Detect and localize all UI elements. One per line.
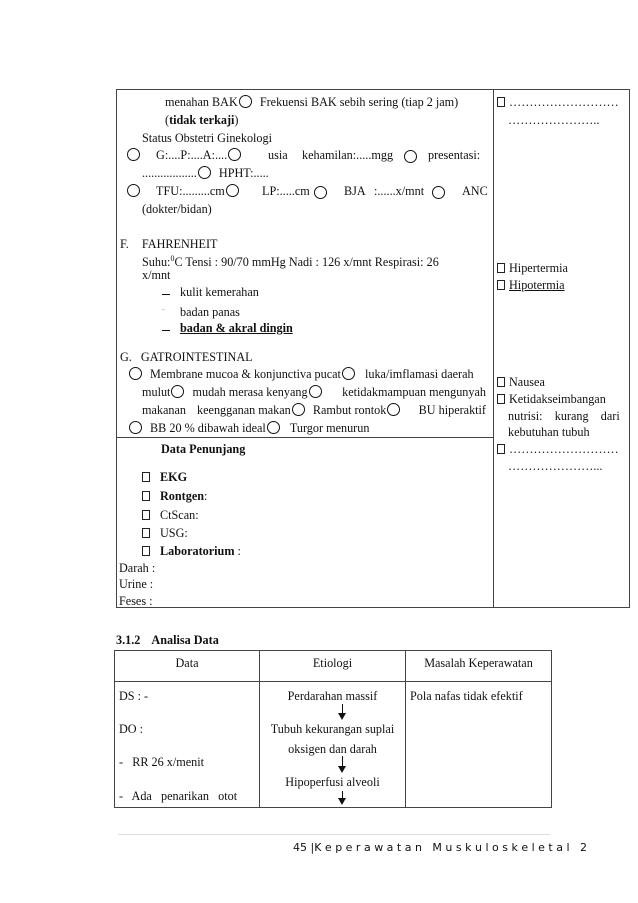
top-table-col-divider <box>493 89 494 608</box>
menahan-bak-text: menahan BAK <box>165 95 238 109</box>
analisa-divider-2 <box>405 650 406 808</box>
gpa-radio[interactable] <box>127 148 140 161</box>
masalah-text: Pola nafas tidak efektif <box>410 689 523 703</box>
do-text: DO : <box>119 722 144 736</box>
gastro-line2: mulut mudah merasa kenyang ketidakmampuan mengunyah <box>142 385 486 399</box>
bb-radio[interactable] <box>129 421 142 434</box>
footer-sep: | <box>310 841 315 854</box>
anc-text: ANC <box>462 184 488 198</box>
obstetri-title: Status Obstetri Ginekologi <box>142 131 272 145</box>
ctscan-item: CtScan: <box>142 508 199 522</box>
frekuensi-bak-text: Frekuensi BAK sebih sering (tiap 2 jam) <box>259 95 459 109</box>
kehamilan-text: kehamilan:.....mgg <box>302 148 394 162</box>
arrow-down-icon <box>342 791 343 799</box>
kulit-kemerahan-item: kulit kemerahan <box>162 285 259 299</box>
ideal-radio[interactable] <box>267 421 280 434</box>
xmnt-text: :......x/mnt <box>374 184 425 198</box>
ketidak-item: Ketidakseimbangan <box>497 392 606 406</box>
etiologi-1: Perdarahan massif <box>287 689 378 703</box>
darah-label: Darah : <box>119 561 156 575</box>
tidak-terkaji: (tidak terkaji) <box>165 113 239 127</box>
lab-item: Laboratorium : <box>142 544 241 558</box>
header-data: Data <box>175 656 199 670</box>
right-dots-1: ……………………… <box>497 95 619 109</box>
hpht-text: HPHT:..... <box>218 166 269 180</box>
ds-text: DS : - <box>119 689 149 703</box>
gpa-text: G:....P:....A:.... <box>156 148 228 162</box>
section-title: Analisa Data <box>151 633 219 647</box>
dots-line-text: .................. <box>142 166 197 180</box>
tfu-radio[interactable] <box>127 184 140 197</box>
dots3-checkbox[interactable] <box>497 444 505 454</box>
badan-akral-dash[interactable] <box>162 330 170 331</box>
arrow-down-icon <box>342 756 343 767</box>
membrane-radio[interactable] <box>129 367 142 380</box>
top-table-left-border <box>116 89 117 608</box>
analisa-top-border <box>114 650 552 651</box>
hipotermia-item: Hipotermia <box>497 278 565 292</box>
page-number: 45 <box>293 841 307 854</box>
nutrisi-text: nutrisi: kurang dari <box>508 409 620 423</box>
badan-panas-marker[interactable]: - <box>162 305 165 314</box>
usia-text: usia <box>268 148 288 162</box>
ctscan-checkbox[interactable] <box>142 510 150 520</box>
dokter-bidan: (dokter/bidan) <box>142 202 212 216</box>
feses-label: Feses : <box>119 594 153 608</box>
top-table-right-border <box>629 89 630 608</box>
gpa-end-radio[interactable] <box>228 148 241 161</box>
urine-label: Urine : <box>119 577 154 591</box>
badan-panas-item: - badan panas <box>162 305 240 319</box>
analisa-right-border <box>551 650 552 808</box>
data-penunjang-title: Data Penunjang <box>161 442 246 456</box>
lp-radio[interactable] <box>314 186 327 199</box>
footer-title: K e p e r a w a t a n M u s k u l o s k e l e t a l 2 <box>314 841 587 854</box>
etiologi-4: Hipoperfusi alveoli <box>285 775 380 789</box>
dots1-checkbox[interactable] <box>497 97 505 107</box>
kenyang-radio[interactable] <box>309 385 322 398</box>
nausea-item: Nausea <box>497 375 545 389</box>
gastro-line4: BB 20 % dibawah ideal Turgor menurun <box>128 421 369 435</box>
right-dots-4: …………………... <box>508 459 603 473</box>
rontgen-checkbox[interactable] <box>142 491 150 501</box>
hipertermia-checkbox[interactable] <box>497 263 505 273</box>
tfu-end-radio[interactable] <box>226 184 239 197</box>
section-heading <box>116 633 219 647</box>
f-title: FAHRENHEIT <box>141 237 218 251</box>
rontok-radio[interactable] <box>387 403 400 416</box>
keengganan-radio[interactable] <box>292 403 305 416</box>
tfu-line <box>126 184 488 198</box>
nausea-checkbox[interactable] <box>497 377 505 387</box>
section-number: 3.1.2 <box>116 633 141 647</box>
analisa-header-border <box>114 681 552 682</box>
footer <box>293 841 587 855</box>
bak-line <box>165 95 458 109</box>
hpht-radio[interactable] <box>198 166 211 179</box>
rr-text: - RR 26 x/menit <box>119 755 204 769</box>
hpht-line <box>142 166 269 180</box>
gpa-line <box>126 148 488 162</box>
bak-radio[interactable] <box>239 95 252 108</box>
kebutuhan-text: kebutuhan tubuh <box>508 425 590 439</box>
kulit-dash[interactable] <box>162 294 170 295</box>
gastro-heading: G. GATROINTESTINAL <box>120 350 253 364</box>
usg-item: USG: <box>142 526 188 540</box>
right-dots-3: ……………………… <box>497 442 619 456</box>
xmnt2-text: x/mnt <box>142 268 171 282</box>
right-dots-2: ………………….. <box>508 113 600 127</box>
tfu-text: TFU:.........cm <box>156 184 225 198</box>
etiologi-3: oksigen dan darah <box>288 742 377 756</box>
gastro-line3: makanan keengganan makan Rambut rontok BU hiperaktif <box>142 403 486 417</box>
top-table-mid-border <box>116 437 494 438</box>
mulut-radio[interactable] <box>171 385 184 398</box>
kehamilan-radio[interactable] <box>404 150 417 163</box>
rontgen-item: Rontgen: <box>142 489 207 503</box>
gastro-line1: Membrane mucoa & konjunctiva pucat luka/imflamasi daerah <box>128 367 474 381</box>
top-table-top-border <box>116 89 630 90</box>
arrow-down-icon <box>342 704 343 714</box>
ketidak-checkbox[interactable] <box>497 394 505 404</box>
header-etiologi: Etiologi <box>312 656 353 670</box>
footer-rule <box>118 834 550 835</box>
f-label: F. <box>120 237 129 251</box>
analisa-bottom-border <box>114 807 552 808</box>
lab-checkbox[interactable] <box>142 546 150 556</box>
suhu-line: Suhu:$^0$C Tensi : 90/70 mmHg Nadi : 126 x/mnt Respirasi: 26 <box>142 254 439 270</box>
usg-checkbox[interactable] <box>142 528 150 538</box>
fahrenheit-heading <box>120 237 218 251</box>
hipotermia-checkbox[interactable] <box>497 280 505 290</box>
etiologi-2: Tubuh kekurangan suplai <box>270 722 395 736</box>
pucat-radio[interactable] <box>342 367 355 380</box>
bja-text: BJA <box>344 184 366 198</box>
hipertermia-item: Hipertermia <box>497 261 568 275</box>
lp-text: LP:.....cm <box>262 184 310 198</box>
top-table-bottom-border <box>116 607 630 608</box>
ekg-item: EKG <box>142 470 187 484</box>
ada-text: - Ada penarikan otot <box>119 789 238 803</box>
ekg-checkbox[interactable] <box>142 472 150 482</box>
presentasi-text: presentasi: <box>428 148 481 162</box>
analisa-left-border <box>114 650 115 808</box>
xmnt-radio[interactable] <box>432 186 445 199</box>
badan-akral-item: badan & akral dingin <box>162 321 293 335</box>
header-masalah: Masalah Keperawatan <box>424 656 533 670</box>
